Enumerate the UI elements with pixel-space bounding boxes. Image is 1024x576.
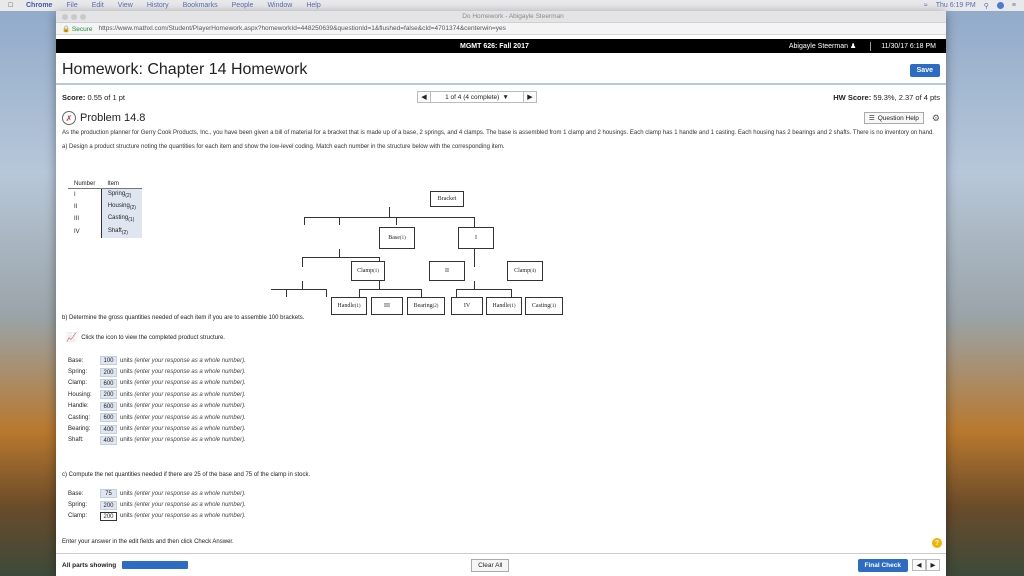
tree-line: [302, 257, 303, 267]
minimize-window-icon[interactable]: [71, 14, 77, 20]
problem-title: Problem 14.8: [80, 112, 146, 124]
browser-window: [56, 11, 946, 576]
titlebar: [56, 11, 946, 23]
answer-input[interactable]: 200: [100, 512, 117, 521]
node-casting-label: Casting: [531, 303, 551, 309]
node-handle-1-qty: (1): [354, 303, 361, 309]
answer-label: Base:: [68, 357, 84, 364]
tree-line: [396, 217, 397, 225]
next-button[interactable]: [926, 559, 940, 571]
item-select[interactable]: [101, 213, 142, 225]
bottom-nav: [912, 559, 940, 571]
hint-text: (enter your response as a whole number).: [134, 369, 246, 376]
menu-people[interactable]: People: [231, 2, 254, 9]
tree-line: [389, 207, 390, 217]
footer-hint: Enter your answer in the edit fields and then click Check Answer.: [62, 539, 234, 545]
problem-line: [56, 109, 946, 127]
hw-score-value: 59.3%, 2.37 of 4 pts: [873, 92, 940, 102]
answer-input[interactable]: 200: [100, 501, 117, 510]
answer-label: Casting:: [68, 414, 91, 421]
node-ii: [429, 261, 465, 281]
help-icon[interactable]: ?: [932, 538, 942, 548]
node-clamp-1-qty: (1): [373, 268, 379, 274]
unit-label: units: [120, 380, 133, 387]
answer-label: Handle:: [68, 403, 89, 410]
node-clamp-1-label: Clamp: [357, 268, 374, 274]
unit-label: units: [120, 426, 133, 433]
part-b-text: b) Determine the gross quantities needed of each item if you are to assemble 100 brackets.: [62, 315, 305, 321]
table-header-number: Number: [68, 180, 101, 189]
hint-text: (enter your response as a whole number).: [134, 380, 246, 387]
answer-row: [68, 423, 246, 434]
answer-row: [68, 499, 246, 510]
wifi-icon[interactable]: ≈: [923, 2, 928, 9]
tree-line: [456, 289, 457, 297]
save-button[interactable]: Save: [910, 64, 940, 77]
hint-text: (enter your response as a whole number).: [134, 513, 246, 520]
question-help-button[interactable]: [864, 112, 924, 124]
tree-line: [304, 217, 474, 218]
tree-line: [271, 289, 326, 290]
tree-line: [359, 289, 360, 297]
table-row: [68, 213, 142, 225]
page-title: Homework: Chapter 14 Homework: [62, 61, 308, 78]
spotlight-icon[interactable]: ⚲: [983, 2, 989, 10]
node-clamp-4-label: Clamp: [514, 268, 531, 274]
score-value: 0.55 of 1 pt: [87, 92, 125, 102]
tree-line: [379, 281, 380, 289]
item-name: Spring: [107, 191, 126, 197]
unit-label: units: [120, 357, 133, 364]
mac-menubar: [0, 0, 1024, 11]
address-bar[interactable]: [56, 23, 946, 35]
secure-label: Secure: [71, 25, 93, 33]
node-bracket: [430, 191, 464, 207]
part-c-text: c) Compute the net quantities needed if there are 25 of the base and 75 of the clamp in stock.: [62, 472, 311, 478]
node-casting-qty: (1): [550, 303, 557, 309]
node-handle-2-qty: (1): [509, 303, 516, 309]
unit-label: units: [120, 513, 133, 520]
status-area: [924, 2, 1016, 10]
all-parts-label: All parts showing: [62, 561, 117, 569]
score-label: Score:: [62, 92, 86, 102]
tree-line: [474, 281, 475, 289]
item-name: Casting: [107, 215, 129, 222]
apple-icon[interactable]: [8, 2, 16, 9]
node-bearing: [407, 297, 445, 315]
menu-app-chrome[interactable]: Chrome: [26, 2, 53, 9]
answer-input[interactable]: 400: [100, 436, 117, 445]
tree-line: [339, 249, 340, 257]
hint-text: (enter your response as a whole number).: [134, 391, 246, 398]
table-row: [68, 226, 142, 238]
question-select[interactable]: [431, 91, 523, 103]
node-iii-label: III: [384, 303, 390, 309]
node-clamp-1: [351, 261, 385, 281]
node-handle-1: [331, 297, 367, 315]
node-base-label: Base: [388, 235, 400, 241]
hint-text: (enter your response as a whole number).: [134, 490, 246, 497]
hint-text: (enter your response as a whole number).: [134, 414, 246, 421]
node-ii-label: II: [445, 268, 449, 274]
hw-score: [833, 93, 940, 102]
menu-edit[interactable]: Edit: [91, 2, 104, 9]
hint-text: (enter your response as a whole number).: [134, 426, 246, 433]
node-bearing-label: Bearing: [413, 303, 433, 309]
unit-label: units: [120, 403, 133, 410]
answer-row: [68, 389, 246, 400]
node-handle-1-label: Handle: [337, 303, 355, 309]
gear-icon[interactable]: ⚙: [931, 112, 940, 123]
answer-row: [68, 488, 246, 499]
course-name: MGMT 626: Fall 2017: [460, 42, 529, 50]
question-help-label: Question Help: [877, 114, 919, 122]
user-name-text: Abigayle Steerman: [788, 43, 849, 50]
answer-row: [68, 378, 246, 389]
tree-line: [302, 281, 303, 289]
node-clamp-4-qty: (4): [530, 268, 536, 274]
problem-content: [56, 127, 946, 159]
clock[interactable]: Thu 6:19 PM: [935, 2, 976, 9]
answer-row: [68, 435, 246, 446]
answer-label: Base:: [68, 490, 84, 497]
unit-label: units: [120, 490, 133, 497]
course-band: [56, 39, 946, 53]
next-question-button[interactable]: [523, 91, 537, 103]
user-name[interactable]: [789, 42, 856, 50]
item-name: Housing: [107, 203, 130, 210]
tree-line: [302, 257, 380, 258]
table-row: [68, 201, 142, 213]
final-check-button[interactable]: Final Check: [858, 559, 908, 572]
node-i-label: I: [475, 235, 477, 241]
item-qty: (2): [129, 205, 136, 212]
partial-credit-icon: ✗: [62, 111, 76, 125]
menu-window[interactable]: Window: [267, 2, 293, 9]
close-window-icon[interactable]: [62, 14, 68, 20]
answer-input[interactable]: 200: [100, 368, 117, 377]
menu-history[interactable]: History: [146, 2, 169, 9]
hw-score-label: HW Score:: [833, 92, 872, 102]
prev-question-button[interactable]: [417, 91, 431, 103]
tree-line: [421, 289, 422, 297]
answer-row: [68, 401, 246, 412]
view-structure-link[interactable]: [66, 332, 225, 343]
datetime: 11/30/17 6:18 PM: [881, 42, 936, 50]
clear-all-button[interactable]: Clear All: [471, 559, 509, 572]
answer-label: Spring:: [68, 502, 88, 509]
score: [62, 93, 125, 102]
notification-icon[interactable]: ≡: [1011, 2, 1016, 9]
tree-line: [511, 289, 512, 297]
unit-label: units: [120, 391, 133, 398]
items-table: [68, 180, 142, 238]
table-header-item: Item: [101, 180, 142, 189]
row-number: I: [74, 192, 76, 199]
chevron-down-icon: ▼: [502, 93, 509, 101]
menu-file[interactable]: File: [66, 2, 78, 9]
node-iv-label: IV: [463, 303, 471, 309]
item-qty: (2): [125, 193, 132, 200]
row-number: II: [74, 204, 78, 211]
answer-label: Shaft:: [68, 437, 84, 444]
tree-line: [286, 289, 287, 297]
divider: [870, 42, 871, 51]
node-handle-2-label: Handle: [492, 303, 510, 309]
score-line: [56, 85, 946, 109]
node-base: [379, 227, 415, 249]
url-text[interactable]: https://www.mathxl.com/Student/PlayerHomework.aspx?homeworkId=448250639&questionId=1&flushed=false&cId=4701374&centerwin=yes: [98, 25, 506, 32]
answer-input[interactable]: 600: [100, 402, 117, 411]
answer-row: [68, 412, 246, 423]
hint-text: (enter your response as a whole number).: [134, 502, 246, 509]
unit-label: units: [120, 369, 133, 376]
prev-button[interactable]: [912, 559, 926, 571]
item-qty: (1): [128, 217, 135, 224]
tree-line: [304, 217, 305, 225]
answer-row: [68, 366, 246, 377]
answer-input[interactable]: 75: [100, 489, 117, 498]
view-structure-label: Click the icon to view the completed product structure.: [81, 334, 225, 341]
window-title: Do Homework - Abigayle Steerman: [462, 13, 564, 20]
homework-header: [56, 55, 946, 85]
node-bracket-label: Bracket: [437, 196, 457, 202]
menu-bookmarks[interactable]: Bookmarks: [182, 2, 218, 9]
menu-view[interactable]: View: [117, 2, 133, 9]
item-name: Shaft: [107, 227, 122, 234]
row-number: III: [74, 216, 80, 223]
node-casting: [525, 297, 563, 315]
tree-line: [456, 289, 511, 290]
answer-input[interactable]: 200: [100, 390, 117, 399]
question-pager: [417, 91, 537, 103]
tree-line: [339, 217, 340, 225]
item-select[interactable]: [101, 201, 142, 213]
problem-intro: As the production planner for Gerry Cook Products, Inc., you have been given a bill of material for a bracket that is made up of a base, 2 springs, and 4 clamps. The base is assembled from 1 clamp and 2 housings. Each clamp has 1 handle and 1 casting. Each housing has 2 bearings and 2 shafts. There is no inventory on hand.: [62, 130, 934, 136]
node-iii: [371, 297, 403, 315]
chevron-left-icon: ◀: [916, 562, 922, 569]
answer-label: Spring:: [68, 369, 88, 376]
answer-label: Clamp:: [68, 380, 88, 387]
window-controls: [62, 14, 86, 20]
menu-help[interactable]: Help: [306, 2, 321, 9]
part-a-text: a) Design a product structure noting the quantities for each item and show the low-level coding. Match each number in the structure below with the corresponding item.: [62, 144, 505, 151]
node-iv: [451, 297, 483, 315]
tree-line: [359, 289, 421, 290]
item-select[interactable]: [101, 189, 142, 202]
list-icon: ☰: [868, 115, 875, 122]
node-clamp-4: [507, 261, 543, 281]
answer-row: [68, 355, 246, 366]
hint-text: (enter your response as a whole number).: [134, 437, 246, 444]
user-icon: ♟: [849, 43, 857, 50]
chevron-left-icon: ◀: [421, 94, 427, 101]
chart-icon[interactable]: 📈: [66, 332, 78, 342]
answer-input[interactable]: 400: [100, 425, 117, 434]
question-select-value: 1 of 4 (4 complete): [445, 93, 500, 101]
tree-line: [326, 289, 327, 297]
answer-input[interactable]: 100: [100, 356, 117, 365]
answer-input[interactable]: 600: [100, 379, 117, 388]
chevron-right-icon: ▶: [930, 562, 936, 569]
node-i: [458, 227, 494, 249]
answer-row: [68, 511, 246, 522]
node-handle-2: [486, 297, 522, 315]
item-qty: (2): [121, 229, 128, 236]
unit-label: units: [120, 414, 133, 421]
node-bearing-qty: (2): [432, 303, 439, 309]
product-structure-tree: [271, 177, 557, 309]
table-row: [68, 189, 142, 202]
parts-progress-bar: [122, 561, 188, 569]
bottom-bar: [56, 553, 946, 576]
siri-icon[interactable]: [997, 2, 1004, 9]
unit-label: units: [120, 437, 133, 444]
part-b-answers: [68, 355, 246, 446]
chevron-right-icon: ▶: [527, 94, 533, 101]
answer-label: Clamp:: [68, 513, 88, 520]
hint-text: (enter your response as a whole number).: [134, 357, 246, 364]
node-base-qty: (1): [399, 235, 406, 241]
row-number: IV: [74, 228, 80, 235]
part-c-answers: [68, 488, 246, 522]
hint-text: (enter your response as a whole number).: [134, 403, 246, 410]
lock-icon: 🔒 Secure: [62, 25, 93, 33]
answer-label: Bearing:: [68, 426, 91, 433]
answer-input[interactable]: 600: [100, 413, 117, 422]
item-select[interactable]: [101, 226, 142, 238]
answer-label: Housing:: [68, 391, 92, 398]
unit-label: units: [120, 502, 133, 509]
